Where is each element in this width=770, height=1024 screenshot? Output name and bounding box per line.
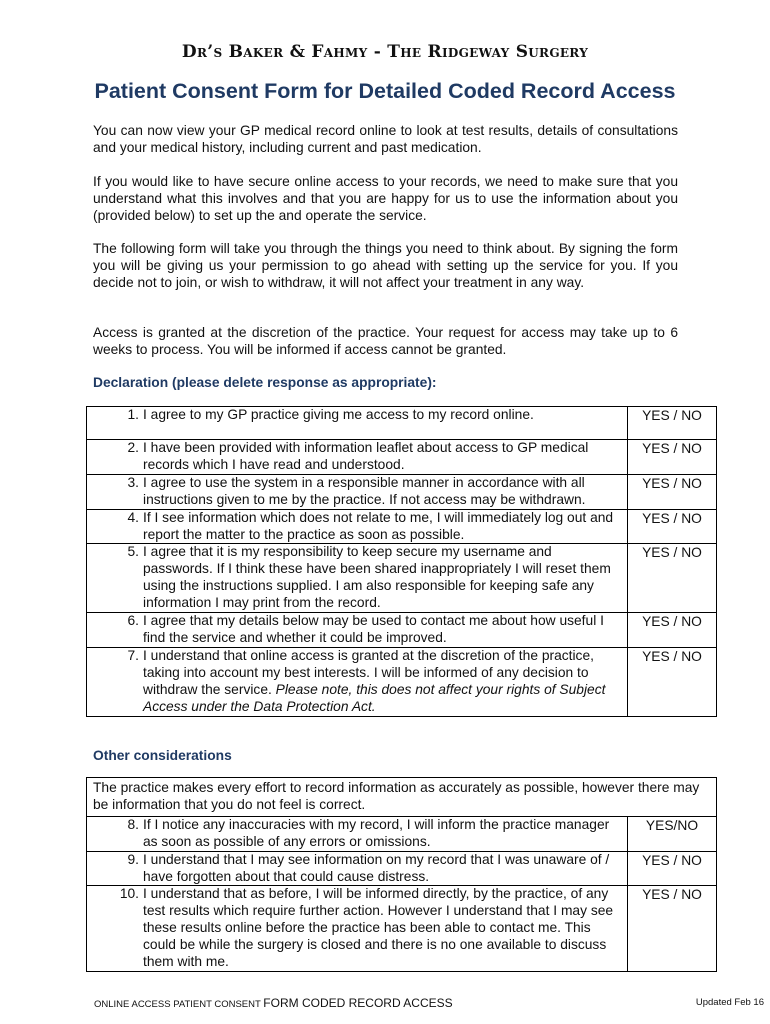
answer-cell[interactable]: YES / NO xyxy=(628,647,717,716)
item-number: 8. xyxy=(127,816,139,832)
table-row xyxy=(87,474,717,509)
intro-paragraph-1: You can now view your GP medical record online to look at test results, details of consultations and your medical history, including current and past medication. xyxy=(93,123,678,155)
table-row xyxy=(87,613,717,648)
table-row xyxy=(87,407,717,440)
footer-updated-date: Updated Feb 16 xyxy=(695,997,764,1008)
footer-title-small: ONLINE ACCESS PATIENT CONSENT xyxy=(94,999,264,1010)
answer-cell[interactable]: YES/NO xyxy=(628,816,717,851)
table-row xyxy=(87,778,717,817)
item-number: 2. xyxy=(127,440,139,455)
intro-paragraph-2: If you would like to have secure online access to your records, we need to make sure that you understand what this involves and that you are happy for us to use the information about you (provided below) to set up the and operate the service. xyxy=(93,174,678,223)
item-text: I agree that my details below may be used to contact me about how useful I find the service and whether it could be improved. xyxy=(143,613,604,645)
answer-cell[interactable]: YES / NO xyxy=(628,613,717,648)
item-number: 4. xyxy=(127,509,139,525)
table-row xyxy=(87,816,717,851)
item-number: 9. xyxy=(127,851,139,867)
answer-cell[interactable]: YES / NO xyxy=(628,544,717,613)
table-row xyxy=(87,886,717,972)
table-row xyxy=(87,509,717,544)
item-number: 3. xyxy=(127,474,139,490)
item-text: If I see information which does not relate to me, I will immediately log out and report the matter to the practice as soon as possible. xyxy=(143,509,614,542)
form-title: Patient Consent Form for Detailed Coded Record Access xyxy=(94,79,676,103)
item-text: If I notice any inaccuracies with my record, I will inform the practice manager as soon as possible of any errors or omissions. xyxy=(143,816,610,849)
item-number: 5. xyxy=(127,544,139,560)
answer-cell[interactable]: YES / NO xyxy=(628,509,717,544)
item-text: I understand that as before, I will be informed directly, by the practice, of any test results which require further action. However I understand that I may see these results online before the practice has been able to contact me. This could be while the surgery is closed and there is no one available to discuss them with me. xyxy=(143,886,614,970)
table-row xyxy=(87,544,717,613)
other-considerations-heading: Other considerations xyxy=(93,748,232,763)
accuracy-note: The practice makes every effort to record information as accurately as possible, however there may be information that you do not feel is correct. xyxy=(87,778,717,817)
item-number: 10. xyxy=(119,886,139,902)
other-considerations-table xyxy=(86,777,717,972)
answer-cell[interactable]: YES / NO xyxy=(628,886,717,972)
item-number: 6. xyxy=(127,613,139,629)
answer-cell[interactable]: YES / NO xyxy=(628,851,717,886)
intro-paragraph-3: The following form will take you through the things you need to think about. By signing the form you will be giving us your permission to go ahead with setting up the service for you. If you decide not to join, or wish to withdraw, it will not affect your treatment in any way. xyxy=(93,241,678,290)
intro-paragraph-4: Access is granted at the discretion of the practice. Your request for access may take up to 6 weeks to process. You will be informed if access cannot be granted. xyxy=(93,325,678,357)
item-text-italic-note: Please note, this does not affect your rights of Subject Access under the Data Protection Act. xyxy=(143,681,606,714)
declaration-table xyxy=(86,406,717,717)
item-text: I agree to use the system in a responsible manner in accordance with all instructions given to me by the practice. If not access may be withdrawn. xyxy=(143,474,586,507)
item-text-plain: I understand that online access is granted at the discretion of the practice, taking into account my best interests. I will be informed of any decision to withdraw the service. xyxy=(143,647,594,697)
table-row xyxy=(87,440,717,475)
item-number: 1. xyxy=(127,407,139,422)
item-text: I agree that it is my responsibility to keep secure my username and passwords. If I think these have been shared inappropriately I will reset them using the instructions supplied. I am also responsible for keeping safe any information I may print from the record. xyxy=(143,544,611,611)
item-text xyxy=(141,648,625,716)
item-text: I have been provided with information leaflet about access to GP medical records which I have read and understood. xyxy=(143,440,589,472)
answer-cell[interactable]: YES / NO xyxy=(628,407,717,440)
item-number: 7. xyxy=(127,647,139,663)
footer-title xyxy=(94,996,453,1010)
practice-name: Dr’s Baker & Fahmy - The Ridgeway Surgery xyxy=(181,42,589,62)
answer-cell[interactable]: YES / NO xyxy=(628,474,717,509)
item-text: I agree to my GP practice giving me access to my record online. xyxy=(143,407,534,422)
item-text: I understand that I may see information on my record that I was unaware of / have forgotten about that could cause distress. xyxy=(143,851,610,884)
footer-title-large: FORM CODED RECORD ACCESS xyxy=(263,996,453,1010)
table-row xyxy=(87,647,717,716)
answer-cell[interactable]: YES / NO xyxy=(628,440,717,475)
table-row xyxy=(87,851,717,886)
declaration-heading: Declaration (please delete response as appropriate): xyxy=(93,375,437,390)
